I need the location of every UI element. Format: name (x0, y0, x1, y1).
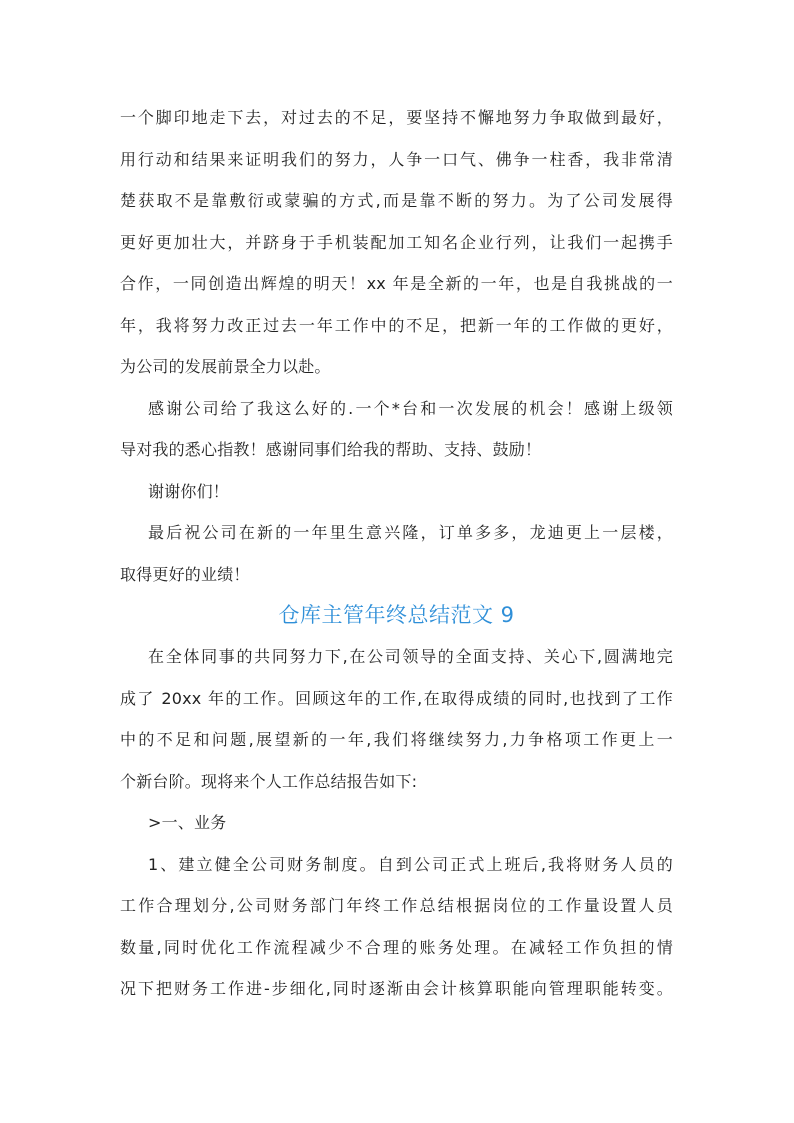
text-line: 最后祝公司在新的一年里生意兴隆，订单多多，龙迪更上一层楼， (148, 523, 673, 542)
text-line: 用行动和结果来证明我们的努力，人争一口气、佛争一柱香，我非常清 (120, 149, 673, 169)
text-line: 工作合理划分,公司财务部门年终工作总结根据岗位的工作量设置人员 (120, 896, 673, 915)
text-line: >一、业务 (148, 813, 227, 832)
text-line: 年，我将努力改正过去一年工作中的不足，把新一年的工作做的更好， (120, 315, 673, 335)
text-line: 为公司的发展前景全力以赴。 (120, 357, 331, 376)
text-line: 取得更好的业绩！ (120, 564, 250, 584)
text-line: 楚获取不是靠敷衍或蒙骗的方式,而是靠不断的努力。为了公司发展得 (120, 191, 673, 210)
paragraph-finance-system (120, 844, 673, 1010)
text-line: 在全体同事的共同努力下,在公司领导的全面支持、关心下,圆满地完 (148, 647, 673, 666)
text-line: 一个脚印地走下去，对过去的不足，要坚持不懈地努力争取做到最好， (120, 108, 673, 127)
paragraph-wishes (120, 512, 673, 595)
paragraph-intro (120, 636, 673, 802)
text-line: 合作，一同创造出辉煌的明天！xx 年是全新的一年，也是自我挑战的一 (120, 274, 673, 293)
document-page (120, 97, 673, 1010)
text-line: 谢谢你们！ (148, 481, 230, 501)
text-line: 中的不足和问题,展望新的一年,我们将继续努力,力争格项工作更上一 (120, 730, 673, 749)
text-line: 感谢公司给了我这么好的.一个*台和一次发展的机会！感谢上级领 (148, 398, 673, 418)
text-line: 个新台阶。现将来个人工作总结报告如下: (120, 771, 418, 791)
paragraph-commitment (120, 97, 673, 388)
text-line: 况下把财务工作进-步细化,同时逐渐由会计核算职能向管理职能转变。 (120, 979, 673, 998)
text-line: 数量,同时优化工作流程减少不合理的账务处理。在减轻工作负担的情 (120, 937, 673, 957)
text-line: 1、建立健全公司财务制度。自到公司正式上班后,我将财务人员的 (148, 854, 673, 874)
heading-business (120, 802, 673, 844)
text-line: 更好更加壮大，并跻身于手机装配加工知名企业行列，让我们一起携手 (120, 232, 673, 252)
text-line: 成了 20xx 年的工作。回顾这年的工作,在取得成绩的同时,也找到了工作 (120, 688, 673, 708)
paragraph-thanks-company (120, 388, 673, 471)
paragraph-thank-you (120, 471, 673, 513)
section-title: 仓库主管年终总结范文 9 (278, 603, 515, 627)
text-line: 导对我的悉心指教！感谢同事们给我的帮助、支持、鼓励！ (120, 440, 542, 459)
